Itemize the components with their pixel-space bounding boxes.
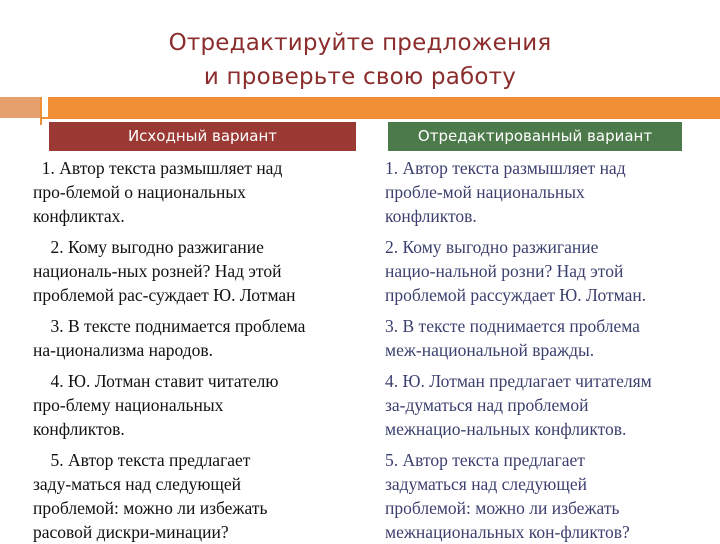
- slide-title: [120, 26, 600, 94]
- row-5-original: 5. Автор текста предлагает заду-маться над следующей проблемой: можно ли избежать расовой дискри-минации?: [33, 450, 268, 542]
- row-2-original: 2. Кому выгодно разжигание националь-ных розней? Над этой проблемой рас-суждает Ю. Лотман: [33, 237, 296, 305]
- header-edited: Отредактированный вариант: [388, 122, 682, 151]
- slide-title-line-2: и проверьте свою работу: [203, 64, 517, 90]
- accent-bar-right: [48, 97, 720, 118]
- row-3-edited: 3. В тексте поднимается проблема меж-национальной вражды.: [385, 316, 640, 360]
- header-original: Исходный вариант: [49, 122, 356, 151]
- row-1-original: 1. Автор текста размышляет над про-блемой о национальных конфликтах.: [33, 158, 283, 226]
- row-3-original: 3. В тексте поднимается проблема на-ционализма народов.: [33, 316, 306, 360]
- accent-divider: [40, 97, 42, 125]
- accent-underline: [40, 117, 720, 119]
- row-2-edited: 2. Кому выгодно разжигание нацио-нальной розни? Над этой проблемой рассуждает Ю. Лотман.: [385, 237, 647, 305]
- row-4-original: 4. Ю. Лотман ставит читателю про-блему национальных конфликтов.: [33, 371, 279, 439]
- row-1-edited: 1. Автор текста размышляет над пробле-мой национальных конфликтов.: [385, 158, 626, 226]
- row-5-edited: 5. Автор текста предлагает задуматься над следующей проблемой: можно ли избежать межнациональных кон-фликтов?: [385, 450, 630, 542]
- row-4-edited: 4. Ю. Лотман предлагает читателям за-думаться над проблемой межнацио-нальных конфликтов.: [385, 371, 652, 439]
- accent-bar-left: [0, 97, 40, 118]
- slide-title-line-1: Отредактируйте предложения: [168, 30, 552, 56]
